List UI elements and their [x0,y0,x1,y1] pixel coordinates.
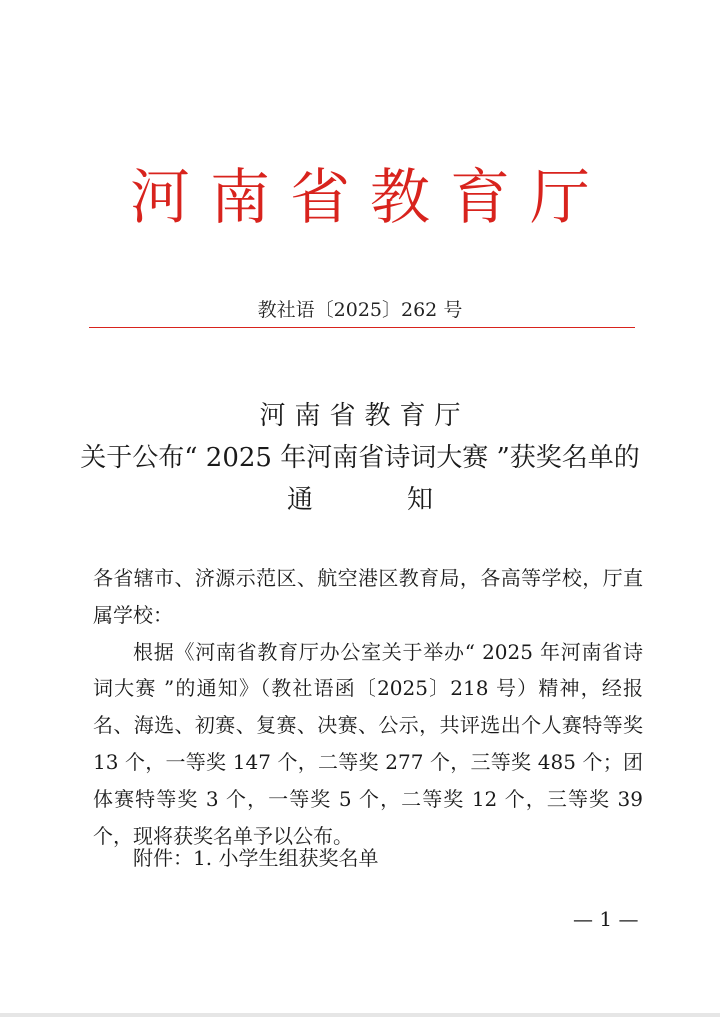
title-subject: 关于公布“ 2025 年河南省诗词大赛 ”获奖名单的 [80,443,640,473]
body-paragraph: 根据《河南省教育厅办公室关于举办“ 2025 年河南省诗词大赛 ”的通知》（教社语函〔2025〕218 号）精神，经报名、海选、初赛、复赛、决赛、公示，共评选出个人赛特等奖 13 个，一等奖 147 个，二等奖 277 个，三等奖 485 个；团体赛特等奖 3 个，一等奖 5 个，二等奖 12 个，三等奖 39 个，现将获奖名单予以公布。 [93,639,643,848]
page-edge [0,1013,720,1017]
notice-body [93,560,643,854]
salutation: 各省辖市、济源示范区、航空港区教育局，各高等学校，厅直属学校： [93,566,643,627]
letterhead-title: 河南省教育厅 [130,163,610,233]
document-number: 教社语〔2025〕262 号 [257,299,463,321]
title-doc-type: 通知 [286,485,527,515]
page-number: — 1 — [573,907,639,931]
title-issuer: 河南省教育厅 [259,401,470,431]
red-divider [89,327,635,328]
attachment-line: 附件：1. 小学生组获奖名单 [133,846,379,870]
notice-title [0,395,720,521]
